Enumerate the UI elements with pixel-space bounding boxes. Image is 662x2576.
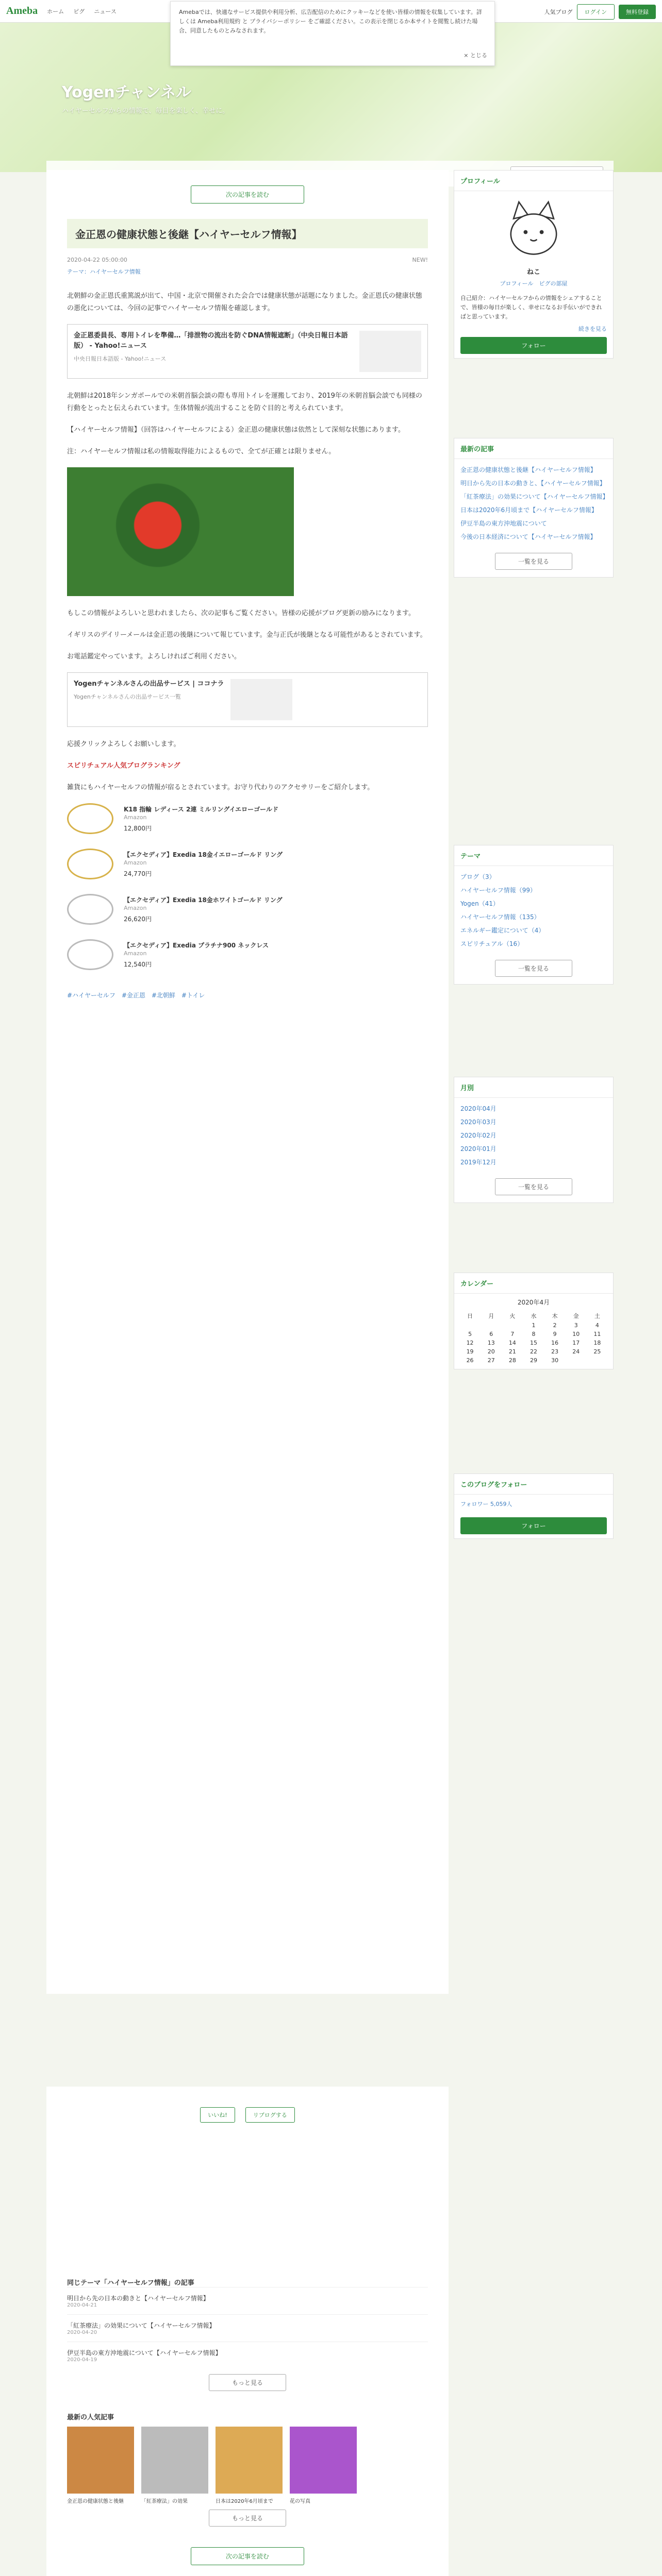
cookie-banner (170, 1, 495, 66)
related-item[interactable] (67, 2314, 428, 2342)
calendar-day[interactable]: 20 (487, 1348, 495, 1355)
product-item[interactable] (67, 939, 428, 970)
widget-title: テーマ (454, 845, 613, 866)
calendar-day[interactable]: 12 (466, 1340, 474, 1346)
popular-title: 金正恩の健康状態と後継 (67, 2499, 124, 2504)
calendar-day[interactable]: 10 (572, 1331, 580, 1337)
nav-news[interactable]: ニュース (94, 8, 117, 15)
recent-widget (454, 438, 614, 578)
calendar-day[interactable]: 29 (529, 1357, 537, 1364)
calendar-day[interactable]: 28 (508, 1357, 516, 1364)
product-name: K18 指輪 レディース 2連 ミルリングイエローゴールド (124, 806, 278, 813)
paragraph: 【ハイヤーセルフ情報】（回答はハイヤーセルフによる）金正恩の健康状態は依然として深刻な状態にあります。 (67, 426, 405, 434)
theme-item[interactable]: ブログ（3） (460, 873, 495, 880)
next-article-button[interactable]: 次の記事を読む (191, 185, 304, 204)
card-source: Yogenチャンネルさんの出品サービス一覧 (74, 693, 181, 700)
calendar-weekday: 水 (531, 1313, 537, 1319)
calendar-day[interactable]: 13 (487, 1340, 495, 1346)
hashtags[interactable]: #ハイヤーセルフ #金正恩 #北朝鮮 #トイレ (67, 992, 205, 999)
calendar-day[interactable]: 1 (532, 1322, 536, 1329)
calendar-widget (454, 1273, 614, 1369)
calendar-day[interactable] (588, 1357, 607, 1364)
popular-item[interactable] (141, 2427, 208, 2504)
card-title: 金正恩委員長、専用トイレを準備…「排泄物の流出を防ぐDNA情報遮断」（中央日報日本語版） - Yahoo!ニュース (74, 332, 348, 350)
card-thumbnail (230, 679, 292, 720)
popular-image (141, 2427, 208, 2494)
product-item[interactable] (67, 803, 428, 834)
related-title: 伊豆半島の東方沖地震について【ハイヤーセルフ情報】 (67, 2349, 222, 2357)
recent-item[interactable]: 今後の日本経済について【ハイヤーセルフ情報】 (460, 533, 597, 540)
calendar-day[interactable]: 4 (595, 1322, 599, 1329)
signup-button[interactable]: 無料登録 (619, 5, 656, 19)
product-image (67, 849, 113, 879)
calendar-day[interactable]: 11 (593, 1331, 601, 1337)
product-image (67, 894, 113, 925)
recent-list-button[interactable]: 一覧を見る (495, 553, 572, 570)
popular-item[interactable] (67, 2427, 134, 2504)
paragraph: 注：ハイヤーセルフ情報は私の情報取得能力によるもので、全てが正確とは限りません。 (67, 448, 336, 455)
recent-item[interactable]: 伊豆半島の東方沖地震について (460, 520, 547, 527)
archive-list-button[interactable]: 一覧を見る (495, 1178, 572, 1195)
widget-title: 月別 (454, 1077, 613, 1098)
calendar-day[interactable]: 14 (508, 1340, 516, 1346)
recent-item[interactable]: 「紅茶療法」の効果について【ハイヤーセルフ情報】 (460, 493, 609, 500)
popular-more-button[interactable]: もっと見る (209, 2510, 286, 2527)
calendar-day[interactable]: 19 (466, 1348, 474, 1355)
product-item[interactable] (67, 849, 428, 879)
calendar-day[interactable] (482, 1322, 501, 1329)
ranking-link[interactable]: スピリチュアル人気ブログランキング (67, 762, 180, 770)
related-date: 2020-04-20 (67, 2330, 97, 2335)
product-maker: Amazon (124, 950, 147, 957)
popular-image (290, 2427, 357, 2494)
main-article (46, 170, 449, 1994)
theme-list-button[interactable]: 一覧を見る (495, 960, 572, 977)
archive-item[interactable]: 2020年04月 (460, 1105, 496, 1112)
popular-image (216, 2427, 283, 2494)
card-source: 中央日報日本語版 - Yahoo!ニュース (74, 355, 167, 362)
popular-image (67, 2427, 134, 2494)
archive-item[interactable]: 2020年02月 (460, 1132, 496, 1139)
calendar-day[interactable]: 18 (593, 1340, 601, 1346)
calendar-day[interactable]: 8 (532, 1331, 536, 1337)
theme-item[interactable]: Yogen（41） (460, 900, 499, 907)
theme-item[interactable]: ハイヤーセルフ情報（135） (460, 913, 540, 921)
archive-item[interactable]: 2020年03月 (460, 1118, 496, 1126)
nav-home[interactable]: ホーム (47, 8, 64, 15)
calendar-weekday: 土 (594, 1313, 600, 1319)
card-thumbnail (359, 331, 421, 372)
coconala-card[interactable] (67, 672, 428, 727)
calendar-day[interactable]: 26 (466, 1357, 474, 1364)
calendar-day[interactable]: 3 (574, 1322, 578, 1329)
product-price: 26,620円 (124, 916, 152, 923)
reaction-bar (67, 2107, 428, 2123)
profile-links[interactable]: プロフィール ピグの部屋 (500, 280, 568, 287)
popular-blog-link[interactable]: 人気ブログ (544, 9, 573, 15)
product-price: 24,770円 (124, 870, 152, 877)
calendar-day[interactable]: 15 (529, 1340, 537, 1346)
follower-count[interactable]: フォロワー 5,059人 (460, 1501, 512, 1507)
follow-button[interactable]: フォロー (460, 337, 607, 354)
popular-item[interactable] (216, 2427, 283, 2504)
follow-widget (454, 1473, 614, 1539)
product-maker: Amazon (124, 814, 147, 821)
profile-more-link[interactable]: 続きを見る (578, 326, 607, 332)
theme-item[interactable]: スピリチュアル（16） (460, 940, 524, 947)
next-article-button-2[interactable]: 次の記事を読む (191, 2547, 304, 2565)
cat-avatar-icon[interactable] (500, 195, 567, 262)
product-name: 【エクセディア】Exedia 18金イエローゴールド リング (124, 851, 283, 858)
product-maker: Amazon (124, 905, 147, 911)
like-button[interactable]: いいね! (200, 2107, 235, 2123)
widget-title: カレンダー (454, 1273, 613, 1294)
product-name: 【エクセディア】Exedia プラチナ900 ネックレス (124, 942, 269, 949)
related-item[interactable] (67, 2287, 428, 2314)
related-heading: 同じテーマ「ハイヤーセルフ情報」の記事 (67, 2279, 194, 2287)
theme-item[interactable]: ハイヤーセルフ情報（99） (460, 887, 537, 894)
related-more-button[interactable]: もっと見る (209, 2374, 286, 2391)
calendar-day[interactable]: 5 (468, 1331, 472, 1337)
calendar-day[interactable]: 30 (551, 1357, 559, 1364)
login-button[interactable]: ログイン (577, 4, 615, 20)
related-title: 「紅茶療法」の効果について【ハイヤーセルフ情報】 (67, 2322, 216, 2329)
paragraph: お電話鑑定やっています。よろしければご利用ください。 (67, 653, 241, 660)
paragraph: 北朝鮮は2018年シンガポールでの米朝首脳会談の際も専用トイレを運搬しており、2019年の米朝首脳会談でも同様の行動をとったと伝えられています。生体情報が流出することを防ぐ目的と考えられています。 (67, 392, 422, 412)
blog-description: ハイヤーセルフからの情報で、毎日を楽しく、幸せに。 (62, 107, 229, 115)
theme-widget (454, 845, 614, 985)
related-date: 2020-04-21 (67, 2302, 97, 2308)
profile-name[interactable]: ねこ (526, 268, 540, 276)
calendar-weekday: 木 (552, 1313, 558, 1319)
follow-button-2[interactable]: フォロー (460, 1517, 607, 1534)
calendar-day[interactable]: 17 (572, 1340, 580, 1346)
calendar-day[interactable]: 2 (553, 1322, 557, 1329)
profile-widget (454, 170, 614, 359)
paragraph: イギリスのデイリーメールは金正恩の後継について報じています。金与正氏が後継となる可能性があるとされています。 (67, 631, 427, 639)
calendar-weekday: 金 (573, 1313, 579, 1319)
calendar-day[interactable] (460, 1322, 479, 1329)
recent-item[interactable]: 金正恩の健康状態と後継【ハイヤーセルフ情報】 (460, 466, 597, 473)
calendar-weekday: 月 (488, 1313, 494, 1319)
card-title: Yogenチャンネルさんの出品サービス | ココナラ (74, 680, 224, 688)
calendar-grid (454, 1307, 613, 1369)
reblog-button[interactable]: リブログする (245, 2107, 295, 2123)
calendar-day[interactable]: 27 (487, 1357, 495, 1364)
link-card[interactable] (67, 324, 428, 379)
calendar-day[interactable] (503, 1322, 522, 1329)
popular-item[interactable] (290, 2427, 357, 2504)
paragraph: 応援クリックよろしくお願いします。 (67, 740, 180, 748)
related-date: 2020-04-19 (67, 2357, 97, 2363)
archive-item[interactable]: 2020年01月 (460, 1145, 496, 1153)
widget-title: プロフィール (454, 171, 613, 191)
calendar-day[interactable]: 9 (553, 1331, 557, 1337)
popular-heading: 最新の人気記事 (67, 2414, 114, 2421)
entry-theme-link[interactable]: テーマ：ハイヤーセルフ情報 (67, 268, 141, 275)
calendar-weekday: 火 (509, 1313, 516, 1319)
new-badge: NEW! (412, 257, 428, 263)
blog-title[interactable]: Yogenチャンネル (62, 83, 191, 101)
calendar-weekday: 日 (467, 1313, 473, 1319)
product-item[interactable] (67, 894, 428, 925)
product-name: 【エクセディア】Exedia 18金ホワイトゴールド リング (124, 896, 283, 904)
paragraph: 北朝鮮の金正恩氏重篤説が出て、中国・北京で開催された会合では健康状態が話題になりました。金正恩氏の健康状態の悪化については、今回の記事でハイヤーセルフ情報を確認します。 (67, 292, 422, 312)
ameba-logo[interactable]: Ameba (6, 5, 38, 16)
calendar-day[interactable]: 24 (572, 1348, 580, 1355)
calendar-day[interactable] (567, 1357, 586, 1364)
entry-body (67, 290, 428, 999)
product-image (67, 803, 113, 834)
calendar-day[interactable]: 25 (593, 1348, 601, 1355)
cookie-text: Amebaでは、快適なサービス提供や利用分析、広告配信のためにクッキーなどを使い皆様の情報を収集しています。詳しくは Ameba利用規約 と プライバシーポリシー をご確認ください。この表示を閉じるか本サイトを閲覧し続けた場合、同意したものとみなされます。 (179, 9, 482, 34)
entry-date: 2020-04-22 05:00:00 (67, 257, 127, 263)
theme-item[interactable]: エネルギー鑑定について（4） (460, 927, 545, 934)
archive-item[interactable]: 2019年12月 (460, 1159, 496, 1166)
entry-title: 金正恩の健康状態と後継【ハイヤーセルフ情報】 (67, 219, 428, 248)
calendar-day[interactable]: 16 (551, 1340, 559, 1346)
calendar-day[interactable]: 22 (529, 1348, 537, 1355)
recent-item[interactable]: 明日から先の日本の動きと、【ハイヤーセルフ情報】 (460, 480, 606, 487)
archive-widget (454, 1077, 614, 1203)
widget-title: このブログをフォロー (454, 1474, 613, 1495)
below-article (46, 2087, 449, 2576)
recent-item[interactable]: 日本は2020年6月頃まで【ハイヤーセルフ情報】 (460, 506, 598, 514)
calendar-month: 2020年4月 (517, 1299, 550, 1306)
related-item[interactable] (67, 2342, 428, 2369)
product-price: 12,800円 (124, 825, 152, 832)
popular-title: 日本は2020年6月頃まで (216, 2499, 273, 2504)
product-image (67, 939, 113, 970)
product-price: 12,540円 (124, 961, 152, 968)
nav-pigg[interactable]: ピグ (73, 8, 85, 15)
entry-meta (67, 257, 428, 263)
popular-grid (67, 2427, 428, 2504)
cookie-close-button[interactable]: × とじる (464, 52, 487, 59)
calendar-day[interactable]: 6 (489, 1331, 493, 1337)
top-right (544, 4, 656, 20)
paragraph: もしこの情報がよろしいと思われましたら、次の記事もご覧ください。皆様の応援がブログ更新の励みになります。 (67, 609, 415, 617)
flower-photo (67, 467, 294, 596)
calendar-day[interactable]: 7 (510, 1331, 515, 1337)
calendar-day[interactable]: 23 (551, 1348, 559, 1355)
calendar-day[interactable]: 21 (508, 1348, 516, 1355)
popular-title: 「紅茶療法」の効果 (141, 2499, 188, 2504)
product-maker: Amazon (124, 859, 147, 866)
popular-title: 花の写真 (290, 2499, 310, 2504)
paragraph: 雑貨にもハイヤーセルフの情報が宿るとされています。お守り代わりのアクセサリーをご紹介します。 (67, 784, 374, 791)
top-nav (47, 7, 124, 15)
widget-title: 最新の記事 (454, 438, 613, 459)
related-title: 明日から先の日本の動きと【ハイヤーセルフ情報】 (67, 2295, 209, 2302)
profile-text: 自己紹介：ハイヤーセルフからの情報をシェアすることで、皆様の毎日が楽しく、幸せになるお手伝いができればと思っています。 (460, 295, 602, 320)
